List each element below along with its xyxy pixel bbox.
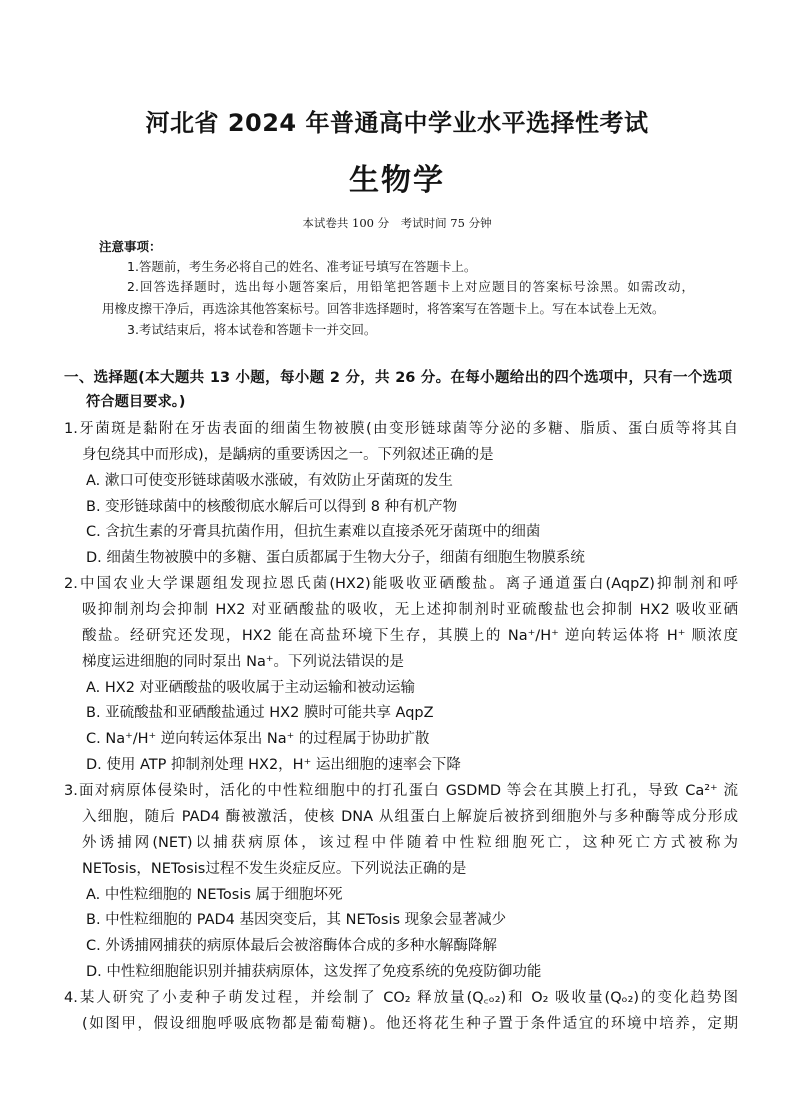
q1-option-c: C. 含抗生素的牙膏具抗菌作用，但抗生素难以直接杀死牙菌斑中的细菌 xyxy=(86,524,541,540)
q2-stem-line-4: 梯度运进细胞的同时泵出 Na⁺。下列说法错误的是 xyxy=(82,654,404,670)
q1-option-d: D. 细菌生物被膜中的多糖、蛋白质都属于生物大分子，细菌有细胞生物膜系统 xyxy=(86,550,585,566)
q1-stem-line-2: 身包绕其中而形成)，是龋病的重要诱因之一。下列叙述正确的是 xyxy=(82,447,494,463)
q3-stem-line-2: 入细胞，随后 PAD4 酶被激活，使核 DNA 从组蛋白上解旋后被挤到细胞外与多种酶等成分形成 xyxy=(82,809,738,825)
q4-stem-line-1: 4.某人研究了小麦种子萌发过程，并绘制了 CO₂ 释放量(Q꜀ₒ₂)和 O₂ 吸收量(Qₒ₂)的变化趋势图 xyxy=(64,990,738,1006)
q2-option-a: A. HX2 对亚硒酸盐的吸收属于主动运输和被动运输 xyxy=(86,680,416,696)
q3-stem-line-1: 3.面对病原体侵染时，活化的中性粒细胞中的打孔蛋白 GSDMD 等会在其膜上打孔，导致 Ca²⁺ 流 xyxy=(64,783,738,799)
subject-title: 生物学 xyxy=(349,163,445,198)
q3-stem-line-3: 外诱捕网(NET)以捕获病原体，该过程中伴随着中性粒细胞死亡，这种死亡方式被称为 xyxy=(82,835,738,851)
q3-option-a: A. 中性粒细胞的 NETosis 属于细胞坏死 xyxy=(86,887,343,903)
q2-option-c: C. Na⁺/H⁺ 逆向转运体泵出 Na⁺ 的过程属于协助扩散 xyxy=(86,731,430,747)
q3-option-c: C. 外诱捕网捕获的病原体最后会被溶酶体合成的多种水解酶降解 xyxy=(86,938,497,954)
exam-title: 河北省 2024 年普通高中学业水平选择性考试 xyxy=(145,109,649,137)
q4-stem-line-2: (如图甲，假设细胞呼吸底物都是葡萄糖)。他还将花生种子置于条件适宜的环境中培养，定期 xyxy=(82,1016,738,1032)
q2-stem-line-2: 吸抑制剂均会抑制 HX2 对亚硒酸盐的吸收，无上述抑制剂时亚硫酸盐也会抑制 HX2 吸收亚硒 xyxy=(82,602,738,618)
q2-option-b: B. 亚硫酸盐和亚硒酸盐通过 HX2 膜时可能共享 AqpZ xyxy=(86,705,434,721)
q3-option-b: B. 中性粒细胞的 PAD4 基因突变后，其 NETosis 现象会显著减少 xyxy=(86,912,507,928)
q2-stem-line-3: 酸盐。经研究还发现，HX2 能在高盐环境下生存，其膜上的 Na⁺/H⁺ 逆向转运体将 H⁺ 顺浓度 xyxy=(82,628,738,644)
q2-option-d: D. 使用 ATP 抑制剂处理 HX2，H⁺ 运出细胞的速率会下降 xyxy=(86,757,461,773)
note-3: 3.考试结束后，将本试卷和答题卡一并交回。 xyxy=(127,322,377,337)
q3-stem-line-4: NETosis，NETosis过程不发生炎症反应。下列说法正确的是 xyxy=(82,861,467,877)
note-1: 1.答题前，考生务必将自己的姓名、准考证号填写在答题卡上。 xyxy=(127,259,477,274)
note-2-line-2: 用橡皮擦干净后，再选涂其他答案标号。回答非选择题时，将答案写在答题卡上。写在本试卷上无效。 xyxy=(102,301,665,316)
q1-option-b: B. 变形链球菌中的核酸彻底水解后可以得到 8 种有机产物 xyxy=(86,499,458,515)
q1-stem-line-1: 1.牙菌斑是黏附在牙齿表面的细菌生物被膜(由变形链球菌等分泌的多糖、脂质、蛋白质等将其自 xyxy=(64,421,738,437)
section-1-heading: 一、选择题(本大题共 13 小题，每小题 2 分，共 26 分。在每小题给出的四个选项中，只有一个选项 xyxy=(64,370,732,386)
q2-stem-line-1: 2.中国农业大学课题组发现拉恩氏菌(HX2)能吸收亚硒酸盐。离子通道蛋白(AqpZ)抑制剂和呼 xyxy=(64,576,738,592)
q3-option-d: D. 中性粒细胞能识别并捕获病原体，这发挥了免疫系统的免疫防御功能 xyxy=(86,964,542,980)
q1-option-a: A. 漱口可使变形链球菌吸水涨破，有效防止牙菌斑的发生 xyxy=(86,473,453,489)
exam-meta: 本试卷共 100 分 考试时间 75 分钟 xyxy=(302,216,492,230)
section-1-heading-cont: 符合题目要求。) xyxy=(86,394,186,410)
note-2-line-1: 2.回答选择题时，选出每小题答案后，用铅笔把答题卡上对应题目的答案标号涂黑。如需改动， xyxy=(127,279,694,294)
notes-heading: 注意事项： xyxy=(99,239,162,254)
